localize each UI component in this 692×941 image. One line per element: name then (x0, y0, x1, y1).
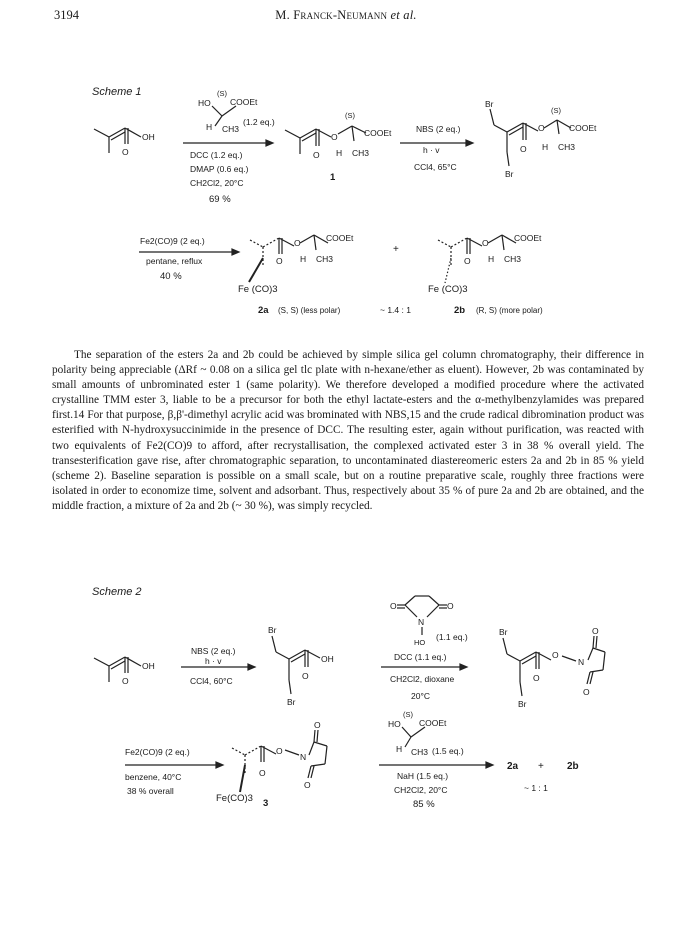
s1-nbs: NBS (2 eq.) (416, 124, 461, 134)
s2-prod-br-top: Br (499, 627, 508, 637)
s1-lactate-eq: (1.2 eq.) (243, 117, 275, 127)
s2-ccl4: CCl4, 60°C (190, 676, 233, 686)
s2-nhs-o-left: O (390, 601, 397, 611)
s1-ester-o: O (331, 132, 338, 142)
s1-lactate-ch3: CH3 (222, 124, 240, 134)
paragraph-line: their difference in polarity being appreciable (ΔRf ~ 0.08 on a silica gel tlc plate with n-hexane/ether as (52, 349, 644, 377)
s1-2b-ch3: CH3 (504, 254, 522, 264)
s2-compound-3: 3 (263, 798, 269, 809)
paragraph-line: was esterified with N-hydroxysuccinimide in the presence of DCC. The resulting ester, again without (52, 409, 644, 437)
s2-prod-carbonyl-o: O (533, 673, 540, 683)
s1-plus: + (393, 244, 399, 255)
s2-fe-reagent: Fe2(CO)9 (2 eq.) (125, 747, 190, 757)
s1-2b-h: H (488, 254, 495, 264)
s2-lac-s: (S) (403, 710, 413, 719)
s2-br-top: Br (268, 625, 277, 635)
s1-sm-o: O (122, 147, 129, 157)
s1-fe-reagent: Fe2(CO)9 (2 eq.) (140, 236, 205, 246)
s2-cond-c: CH2Cl2, 20°C (394, 785, 448, 795)
s2-prod-o-top: O (592, 626, 599, 636)
s2-prod-br-bottom: Br (518, 699, 527, 709)
s1-ester-ch3: CH3 (352, 148, 370, 158)
s1-cond-solvent: CH2Cl2, 20°C (190, 178, 244, 188)
s1-2b-carbonyl-o: O (464, 256, 471, 266)
s1-fe-yield: 40 % (160, 271, 182, 282)
s1-2b-o: O (482, 238, 489, 248)
s1-ratio: ~ 1.4 : 1 (380, 305, 411, 315)
s2-c3-carbonyl-o: O (259, 768, 266, 778)
s1-2a-h: H (300, 254, 307, 264)
s1-prod-ch3: CH3 (558, 142, 576, 152)
s2-sm-o: O (122, 676, 129, 686)
s2-c3-o: O (276, 746, 283, 756)
s2-nah: NaH (1.5 eq.) (397, 771, 449, 781)
s1-2b-cooet: COOEt (514, 233, 542, 243)
s1-lactate-ho: HO (198, 98, 211, 108)
s1-yield: 69 % (209, 194, 231, 205)
s1-lactate-h: H (206, 122, 213, 132)
running-header-authors: M. Franck-Neumann (275, 8, 388, 22)
s2-lac-cooet: COOEt (419, 718, 447, 728)
s2-nhs-n: N (418, 617, 425, 627)
s2-lac-eq: (1.5 eq.) (432, 746, 464, 756)
s2-product-2a: 2a (507, 761, 519, 772)
s1-2a-feco3: Fe (CO)3 (238, 284, 278, 295)
s1-label-2a: 2a (258, 305, 269, 316)
s2-fe-yield: 38 % overall (127, 786, 174, 796)
s2-c3-o-top: O (314, 720, 321, 730)
s1-ccl4: CCl4, 65°C (414, 162, 457, 172)
s1-prod-cooet: COOEt (569, 123, 597, 133)
s2-nhs-ho: HO (414, 638, 426, 647)
paragraph-line: precursor for both the ethyl lactate-esters and the α-methylbenzylamides was prepared first.14 For that (52, 394, 645, 422)
s2-feco3: Fe(CO)3 (216, 793, 253, 804)
s1-cond-dcc: DCC (1.2 eq.) (190, 150, 243, 160)
s1-2a-o: O (294, 238, 301, 248)
s2-fe-solvent: benzene, 40°C (125, 772, 182, 782)
s2-prod-n: N (578, 657, 585, 667)
s1-2a-ch3: CH3 (316, 254, 334, 264)
s1-fe-solvent: pentane, reflux (146, 256, 203, 266)
s2-lac-h: H (396, 744, 403, 754)
s1-sm-oh: OH (142, 132, 155, 142)
s2-product-plus: + (538, 761, 544, 772)
s2-lac-ho: HO (388, 719, 401, 729)
s2-acid-oh: OH (321, 654, 334, 664)
s2-solv: CH2Cl2, dioxane (390, 674, 455, 684)
s1-2b-feco3: Fe (CO)3 (428, 284, 468, 295)
s1-desc-2a: (S, S) (less polar) (278, 306, 341, 315)
s2-prod-o: O (552, 650, 559, 660)
s2-br-bottom: Br (287, 697, 296, 707)
s2-hv: h · v (205, 656, 222, 666)
s1-ester-carbonyl-o: O (313, 150, 320, 160)
s1-lactate-cooet: COOEt (230, 97, 258, 107)
s1-prod-h: H (542, 142, 549, 152)
s2-nbs: NBS (2 eq.) (191, 646, 236, 656)
s1-cond-dmap: DMAP (0.6 eq.) (190, 164, 249, 174)
s2-acid-o: O (302, 671, 309, 681)
s2-lac-ch3: CH3 (411, 747, 429, 757)
paragraph-line: eluent). However, 2b was contaminated by small amounts of unbrominated ester 1 (same polarity). We (52, 364, 644, 392)
s1-2a-carbonyl-o: O (276, 256, 283, 266)
s2-c3-n: N (300, 752, 307, 762)
s1-br-bottom: Br (505, 169, 514, 179)
s2-product-ratio: ~ 1 : 1 (524, 783, 548, 793)
paragraph-line: uncontaminated diastereomeric esters 2a and 2b in 85 % yield (scheme 2). Baseline separation is possible on a (52, 454, 645, 482)
s1-ester-s: (S) (345, 111, 355, 120)
paragraph-line: activated ester 3 in 38 % overall yield. The transesterification gave rise, after chromatographic separation, to (52, 439, 644, 467)
s1-2a-cooet: COOEt (326, 233, 354, 243)
s1-ester-cooet: COOEt (364, 128, 392, 138)
paragraph-line: purification, was reacted with two equivalents of Fe2(CO)9 to afford, after recrystallisation, the complexed (52, 424, 645, 452)
s2-yield: 85 % (413, 799, 435, 810)
s1-prod-o: O (538, 123, 545, 133)
scheme2-title: Scheme 2 (92, 586, 142, 598)
running-header-etal: et al. (390, 8, 417, 22)
paragraph-line: purpose, β,β'-dimethyl acrylic acid was brominated with NBS,15 and the crude radical dibromination product (126, 409, 624, 422)
s1-br-top: Br (485, 99, 494, 109)
s1-prod-carbonyl-o: O (520, 144, 527, 154)
paragraph-line: therefore developed a modified procedure where the activated crystalline TMM ester 3, liable to be a (52, 379, 645, 407)
paragraph-line: The separation of the esters 2a and 2b could be achieved by simple silica gel column chromatography, (74, 349, 557, 361)
s2-nhs-eq: (1.1 eq.) (436, 632, 468, 642)
paragraph-line: fraction, a mixture of 2a and 2b (~ 30 %), was simply recycled. (86, 499, 373, 512)
s2-product-2b: 2b (567, 761, 579, 772)
s2-nhs-o-right: O (447, 601, 454, 611)
paragraph-line: small scale, but on a routine preparative scale, roughly three fractions were isolated in order to economize (52, 469, 644, 497)
s2-c3-o-bottom: O (304, 780, 311, 790)
s2-sm-oh: OH (142, 661, 155, 671)
scheme1-title: Scheme 1 (92, 86, 142, 98)
paragraph-line: time, solvent and adsorbant. Thus, respectively about 35 % of pure 2a and 2b are obtained, and the middle (52, 484, 644, 512)
s1-label-2b: 2b (454, 305, 466, 316)
s2-temp: 20°C (411, 691, 430, 701)
s1-compound-1: 1 (330, 172, 336, 183)
s1-prod-s: (S) (551, 106, 561, 115)
page-number: 3194 (54, 8, 79, 22)
s1-lactate-s: (S) (217, 89, 227, 98)
s1-desc-2b: (R, S) (more polar) (476, 306, 543, 315)
s1-ester-h: H (336, 148, 343, 158)
s2-prod-o-bottom: O (583, 687, 590, 697)
s2-dcc: DCC (1.1 eq.) (394, 652, 447, 662)
s1-hv: h · v (423, 145, 440, 155)
